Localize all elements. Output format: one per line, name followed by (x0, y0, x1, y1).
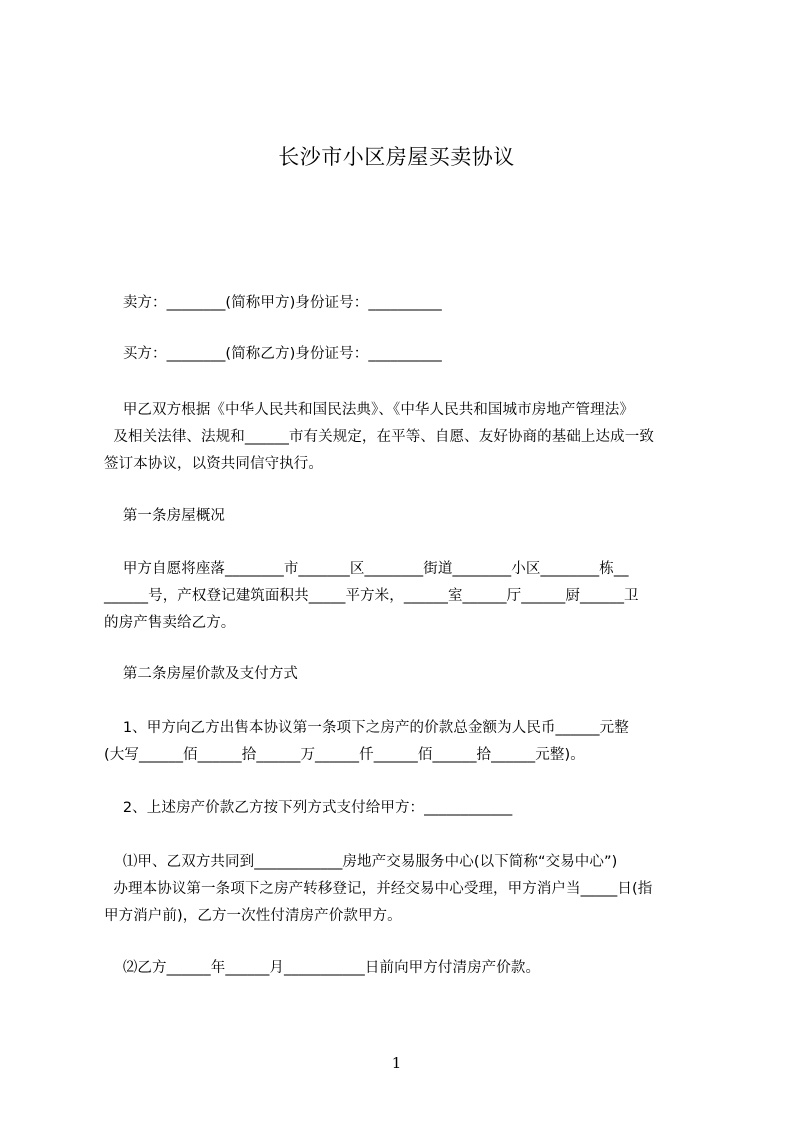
option1-line-3: 甲方消户前)，乙方一次性付清房产价款甲方。 (104, 908, 402, 924)
preamble-line-3: 签订本协议，以资共同信守执行。 (104, 456, 323, 472)
option2-line: ⑵乙方______年______月___________日前向甲方付清房产价款。 (104, 960, 541, 976)
article1-line-2: ______号，产权登记建筑面积共_____平方米，______室______厅______厨______卫 (104, 588, 639, 604)
buyer-line: 买方：________(简称乙方)身份证号：__________ (104, 346, 442, 362)
preamble-line-2: 及相关法律、法规和______市有关规定，在平等、自愿、友好协商的基础上达成一致 (104, 429, 654, 445)
option1-line-1: ⑴甲、乙双方共同到____________房地产交易服务中心(以下简称“交易中心”) (104, 854, 618, 870)
article1-line-3: 的房产售卖给乙方。 (104, 615, 236, 631)
document-title: 长沙市小区房屋买卖协议 (278, 145, 515, 169)
clause1-line-2: (大写______佰______拾______万______仟______佰______拾______元整)。 (104, 747, 585, 763)
article2-heading: 第二条房屋价款及支付方式 (104, 666, 299, 682)
clause2-line: 2、上述房产价款乙方按下列方式支付给甲方：____________ (104, 800, 513, 816)
article1-line-1: 甲方自愿将座落________市_______区________街道________小区________栋__ (104, 561, 629, 577)
seller-line: 卖方：________(简称甲方)身份证号：__________ (104, 295, 442, 311)
article1-heading: 第一条房屋概况 (104, 508, 226, 524)
page-number: 1 (391, 1054, 402, 1072)
clause1-line-1: 1、甲方向乙方出售本协议第一条项下之房产的价款总金额为人民币______元整 (104, 720, 629, 736)
preamble-line-1: 甲乙双方根据《中华人民共和国民法典》、《中华人民共和国城市房地产管理法》 (104, 402, 634, 418)
option1-line-2: 办理本协议第一条项下之房产转移登记，并经交易中心受理，甲方消户当_____日(指 (104, 881, 653, 897)
